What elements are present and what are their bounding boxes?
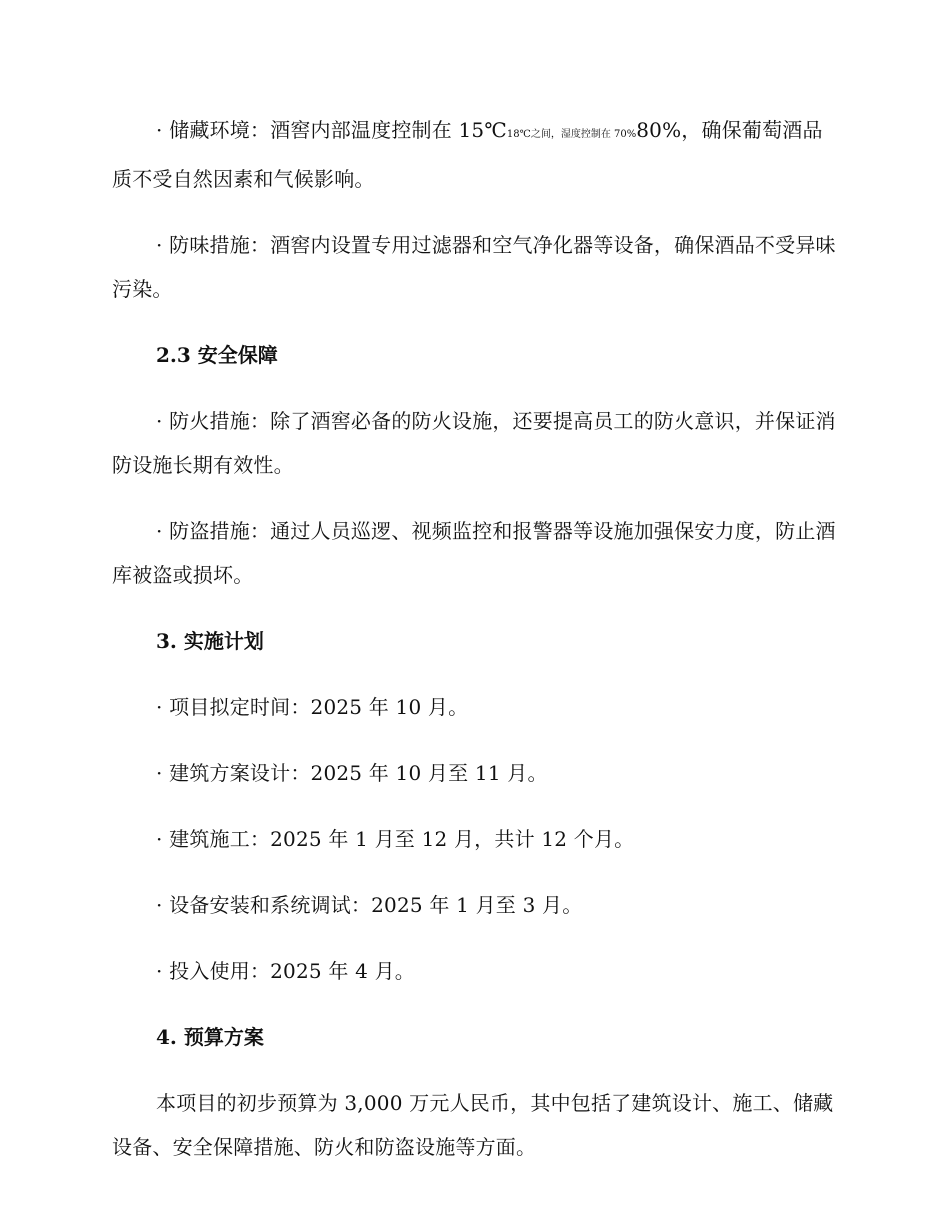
storage-environment-paragraph	[112, 108, 836, 201]
theft-prevention-paragraph: · 防盗措施：通过人员巡逻、视频监控和报警器等设施加强保安力度，防止酒库被盗或损坏。	[112, 519, 836, 587]
storage-environment-small-text: 18℃之间，湿度控制在 70%	[506, 129, 637, 140]
odor-control-paragraph: · 防味措施：酒窖内设置专用过滤器和空气净化器等设备，确保酒品不受异味污染。	[112, 233, 836, 301]
section-heading-3: 3. 实施计划	[156, 629, 264, 653]
plan-item: · 设备安装和系统调试：2025 年 1 月至 3 月。	[156, 893, 583, 917]
storage-environment-text-end: 80%，确保葡萄酒品质不受自然因素和气候影响。	[112, 118, 823, 191]
plan-item: · 建筑施工：2025 年 1 月至 12 月，共计 12 个月。	[156, 827, 635, 851]
storage-environment-text: · 储藏环境：酒窖内部温度控制在 15℃	[156, 118, 507, 142]
budget-paragraph: 本项目的初步预算为 3,000 万元人民币，其中包括了建筑设计、施工、储藏设备、安全保障措施、防火和防盗设施等方面。	[112, 1091, 834, 1159]
section-heading-4: 4. 预算方案	[156, 1025, 264, 1049]
plan-item: · 建筑方案设计：2025 年 10 月至 11 月。	[156, 761, 548, 785]
plan-item: · 投入使用：2025 年 4 月。	[156, 959, 416, 983]
plan-item: · 项目拟定时间：2025 年 10 月。	[156, 695, 469, 719]
section-heading-2-3: 2.3 安全保障	[156, 343, 278, 367]
document-body	[112, 108, 836, 1191]
fire-prevention-paragraph: · 防火措施：除了酒窖必备的防火设施，还要提高员工的防火意识，并保证消防设施长期有效性。	[112, 409, 836, 477]
